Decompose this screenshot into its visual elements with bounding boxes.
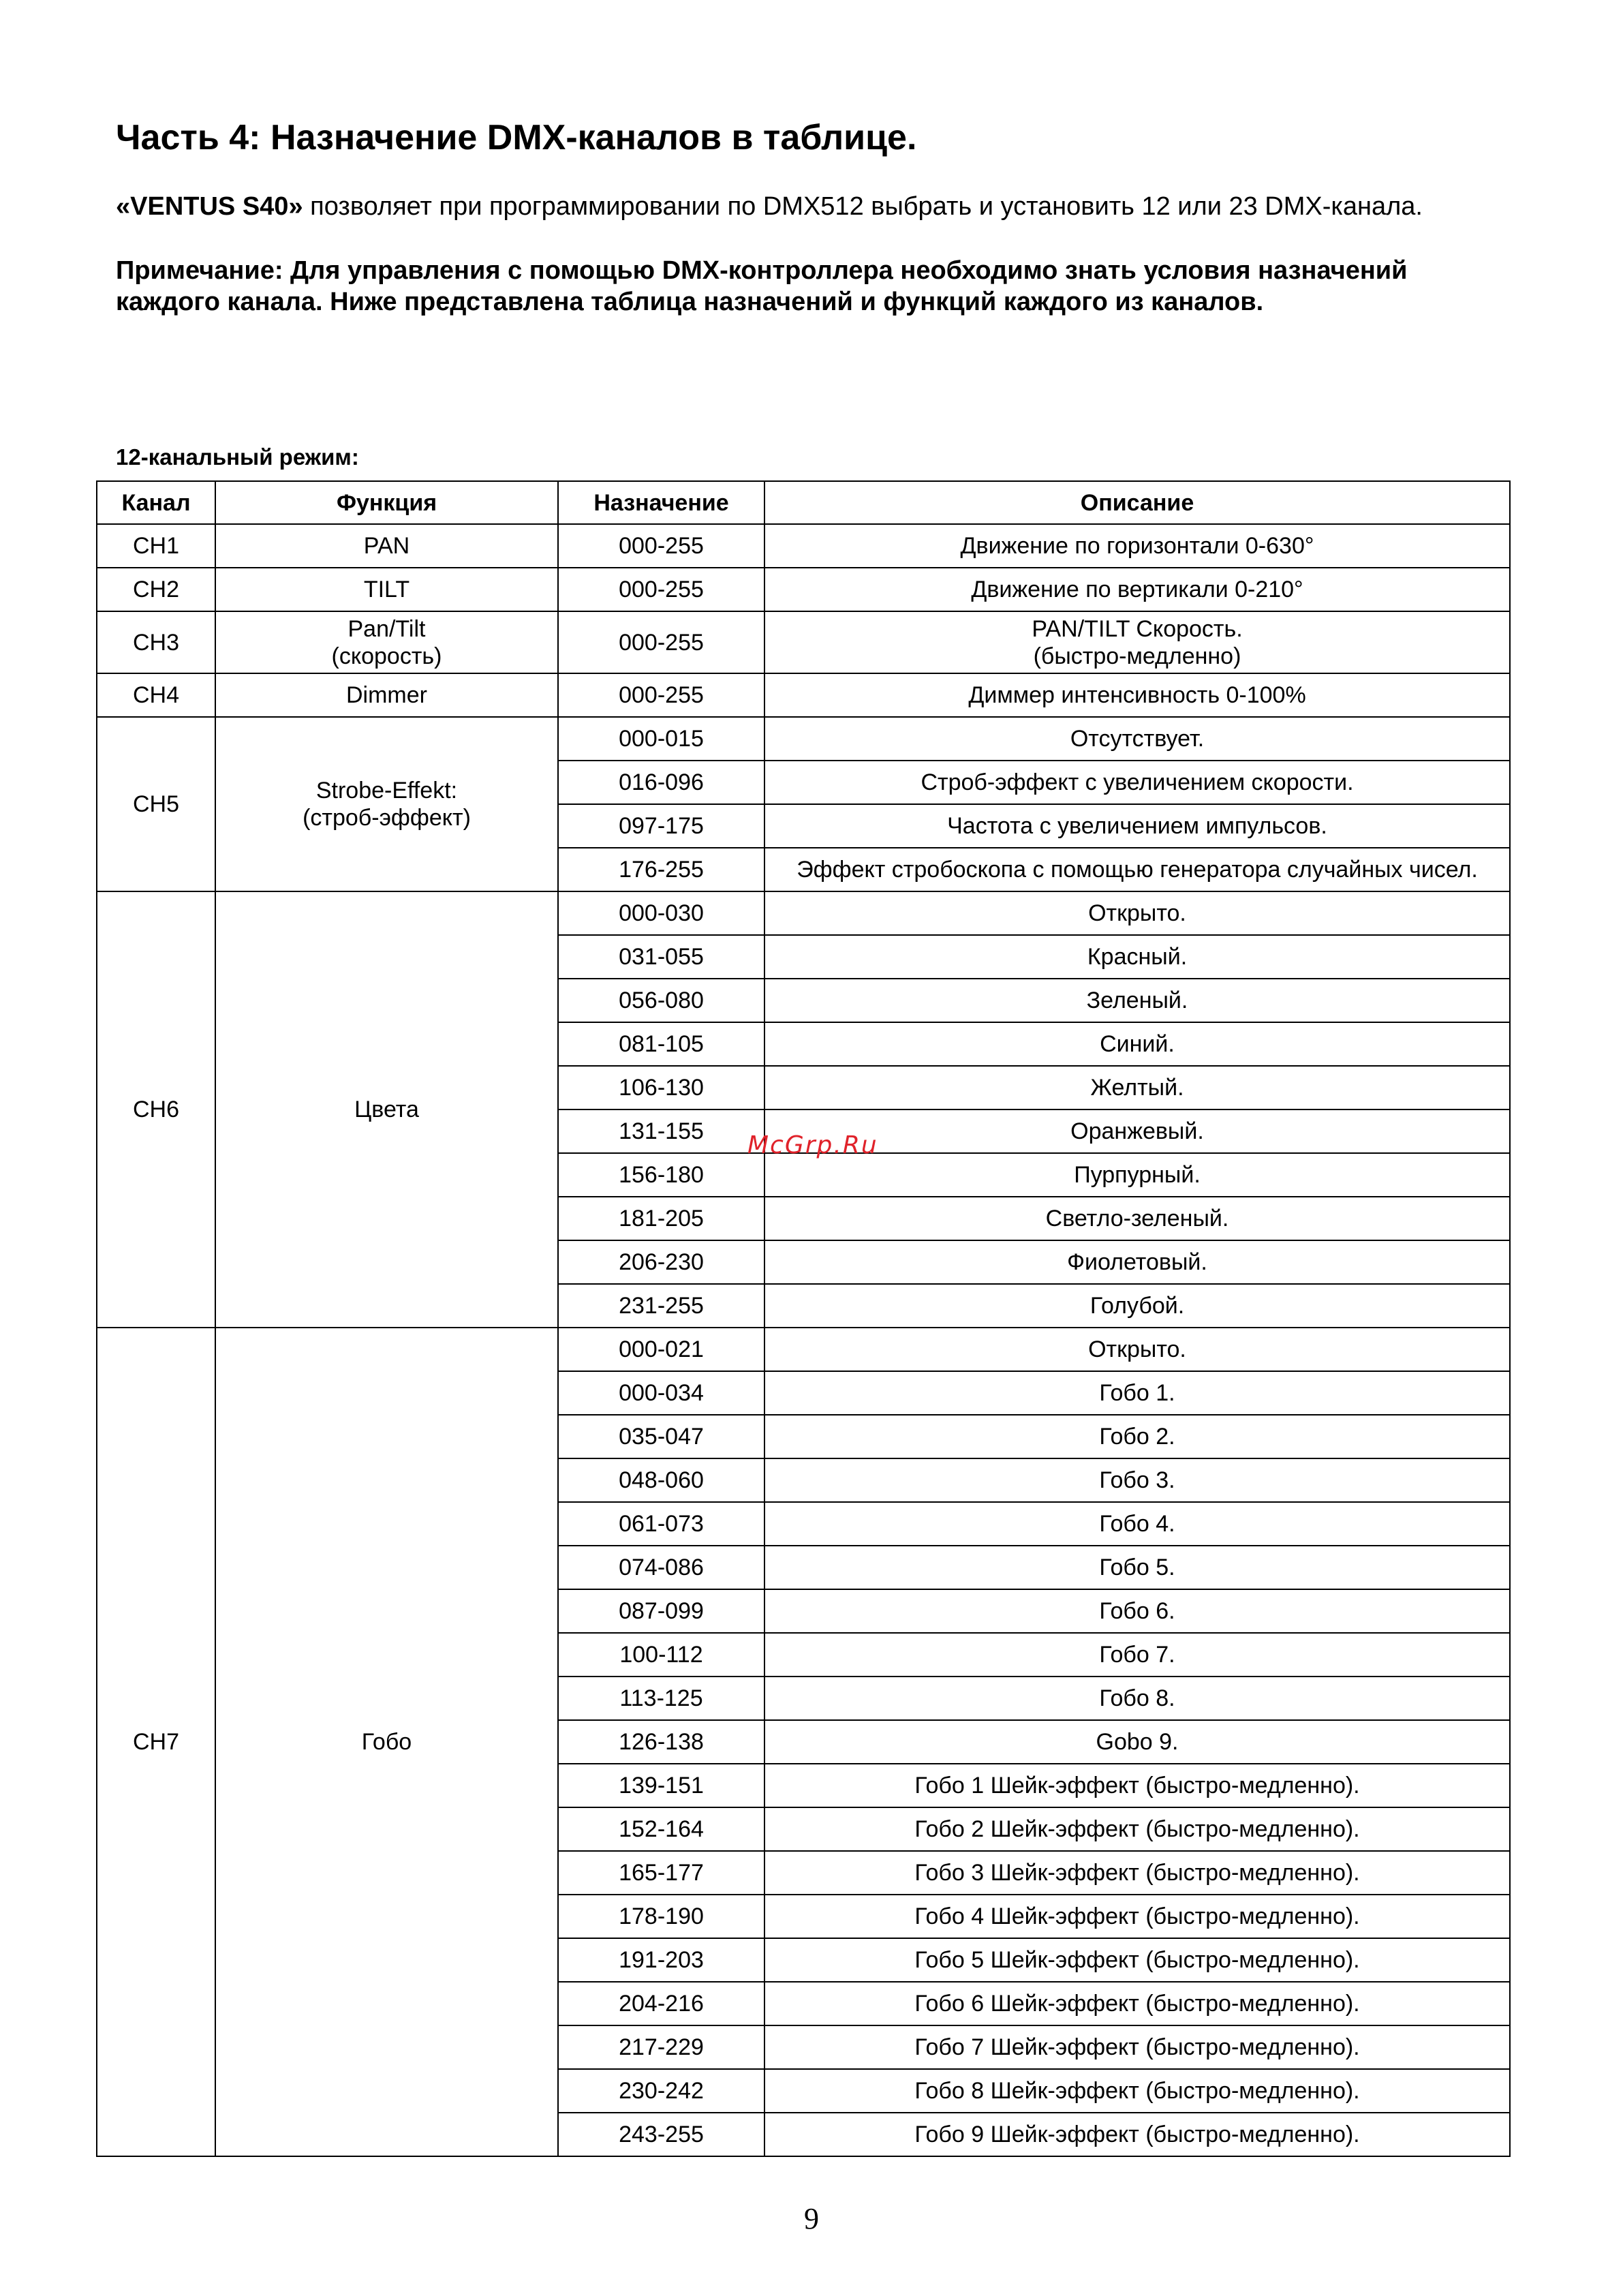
header-range: Назначение — [558, 481, 764, 524]
range-cell: 061-073 — [558, 1502, 764, 1546]
page-number: 9 — [804, 2202, 819, 2235]
note-paragraph — [116, 255, 1533, 318]
table-row — [97, 891, 1510, 935]
ch7-group — [97, 1328, 1510, 2156]
function-line-1: Pan/Tilt — [347, 615, 426, 642]
range-cell: 031-055 — [558, 935, 764, 979]
range-cell: 176-255 — [558, 848, 764, 891]
range-cell: 191-203 — [558, 1938, 764, 1982]
function-cell: Цвета — [215, 891, 558, 1328]
product-name: «VENTUS S40» — [116, 192, 303, 221]
channel-cell: CH6 — [97, 891, 215, 1328]
range-cell: 000-255 — [558, 524, 764, 568]
description-cell: Частота с увеличением импульсов. — [764, 804, 1510, 848]
description-cell: Гобо 6. — [764, 1589, 1510, 1633]
description-cell: Гобо 8. — [764, 1677, 1510, 1720]
description-cell: Движение по горизонтали 0-630° — [764, 524, 1510, 568]
range-cell: 000-034 — [558, 1371, 764, 1415]
range-cell: 074-086 — [558, 1546, 764, 1589]
description-cell — [764, 611, 1510, 673]
channel-cell: CH5 — [97, 717, 215, 891]
intro-text: позволяет при программировании по DMX512 выбрать и установить 12 или 23 DMX-канала. — [303, 192, 1423, 221]
table-row — [97, 611, 1510, 673]
description-cell: Гобо 3 Шейк-эффект (быстро-медленно). — [764, 1851, 1510, 1895]
description-cell: Гобо 4 Шейк-эффект (быстро-медленно). — [764, 1895, 1510, 1938]
range-cell: 156-180 — [558, 1153, 764, 1197]
range-cell: 204-216 — [558, 1982, 764, 2025]
range-cell: 000-255 — [558, 568, 764, 611]
range-cell: 206-230 — [558, 1240, 764, 1284]
description-line-2: (быстро-медленно) — [1033, 643, 1241, 669]
function-line-2: (скорость) — [331, 643, 442, 669]
description-cell: Светло-зеленый. — [764, 1197, 1510, 1240]
range-cell: 100-112 — [558, 1633, 764, 1677]
range-cell: 231-255 — [558, 1284, 764, 1328]
description-cell: Гобо 3. — [764, 1458, 1510, 1502]
description-cell: Голубой. — [764, 1284, 1510, 1328]
header-description: Описание — [764, 481, 1510, 524]
range-cell: 097-175 — [558, 804, 764, 848]
intro-paragraph — [116, 192, 1423, 221]
channel-cell: CH1 — [97, 524, 215, 568]
function-cell: TILT — [215, 568, 558, 611]
dmx-channel-table — [96, 480, 1511, 2157]
range-cell: 106-130 — [558, 1066, 764, 1109]
description-cell: Открыто. — [764, 1328, 1510, 1371]
range-cell: 217-229 — [558, 2025, 764, 2069]
table-row — [97, 673, 1510, 717]
range-cell: 081-105 — [558, 1022, 764, 1066]
description-cell: Гобо 6 Шейк-эффект (быстро-медленно). — [764, 1982, 1510, 2025]
table-header-row — [97, 481, 1510, 524]
range-cell: 139-151 — [558, 1764, 764, 1807]
function-cell: PAN — [215, 524, 558, 568]
function-cell: Dimmer — [215, 673, 558, 717]
range-cell: 230-242 — [558, 2069, 764, 2113]
function-cell — [215, 717, 558, 891]
description-cell: Гобо 5. — [764, 1546, 1510, 1589]
ch5-group — [97, 717, 1510, 891]
range-cell: 000-015 — [558, 717, 764, 761]
range-cell: 165-177 — [558, 1851, 764, 1895]
description-cell: Оранжевый. — [764, 1109, 1510, 1153]
range-cell: 000-255 — [558, 673, 764, 717]
note-line-1: Примечание: Для управления с помощью DMX-контроллера необходимо знать условия назначений — [116, 256, 1408, 285]
range-cell: 056-080 — [558, 979, 764, 1022]
range-cell: 126-138 — [558, 1720, 764, 1764]
function-cell: Гобо — [215, 1328, 558, 2156]
range-cell: 016-096 — [558, 761, 764, 804]
range-cell: 048-060 — [558, 1458, 764, 1502]
description-cell: Гобо 1. — [764, 1371, 1510, 1415]
description-cell: Гобо 7 Шейк-эффект (быстро-медленно). — [764, 2025, 1510, 2069]
header-channel: Канал — [97, 481, 215, 524]
description-cell: Гобо 2 Шейк-эффект (быстро-медленно). — [764, 1807, 1510, 1851]
table-row — [97, 524, 1510, 568]
description-cell: Гобо 4. — [764, 1502, 1510, 1546]
mode-label: 12-канальный режим: — [116, 444, 359, 470]
description-cell: Гобо 7. — [764, 1633, 1510, 1677]
function-line-1: Strobe-Effekt: — [315, 778, 458, 803]
description-cell: Гобо 9 Шейк-эффект (быстро-медленно). — [764, 2113, 1510, 2156]
description-cell: Строб-эффект с увеличением скорости. — [764, 761, 1510, 804]
channel-cell: CH7 — [97, 1328, 215, 2156]
header-function: Функция — [215, 481, 558, 524]
range-cell: 243-255 — [558, 2113, 764, 2156]
range-cell: 000-030 — [558, 891, 764, 935]
channel-cell: CH2 — [97, 568, 215, 611]
description-cell: Движение по вертикали 0-210° — [764, 568, 1510, 611]
range-cell: 087-099 — [558, 1589, 764, 1633]
table-row — [97, 717, 1510, 761]
function-cell — [215, 611, 558, 673]
description-cell: Гобо 8 Шейк-эффект (быстро-медленно). — [764, 2069, 1510, 2113]
description-cell: Отсутствует. — [764, 717, 1510, 761]
range-cell: 131-155 — [558, 1109, 764, 1153]
description-cell: Фиолетовый. — [764, 1240, 1510, 1284]
description-cell: Гобо 2. — [764, 1415, 1510, 1458]
ch6-group — [97, 891, 1510, 1328]
table-row — [97, 1328, 1510, 1371]
description-cell: Гобо 5 Шейк-эффект (быстро-медленно). — [764, 1938, 1510, 1982]
watermark: McGrp.Ru — [747, 1131, 878, 1159]
description-cell: Открыто. — [764, 891, 1510, 935]
description-cell: Диммер интенсивность 0-100% — [764, 673, 1510, 717]
description-line-1: PAN/TILT Скорость. — [1032, 615, 1243, 642]
function-line-2: (строб-эффект) — [303, 805, 471, 831]
description-cell: Эффект стробоскопа с помощью генератора случайных чисел. — [764, 848, 1510, 891]
range-cell: 181-205 — [558, 1197, 764, 1240]
channel-cell: CH3 — [97, 611, 215, 673]
range-cell: 000-021 — [558, 1328, 764, 1371]
note-line-2: каждого канала. Ниже представлена таблица назначений и функций каждого из каналов. — [116, 288, 1264, 316]
description-cell: Зеленый. — [764, 979, 1510, 1022]
description-cell: Пурпурный. — [764, 1153, 1510, 1197]
description-cell: Желтый. — [764, 1066, 1510, 1109]
range-cell: 113-125 — [558, 1677, 764, 1720]
range-cell: 000-255 — [558, 611, 764, 673]
range-cell: 035-047 — [558, 1415, 764, 1458]
description-cell: Синий. — [764, 1022, 1510, 1066]
range-cell: 152-164 — [558, 1807, 764, 1851]
description-cell: Красный. — [764, 935, 1510, 979]
page-title: Часть 4: Назначение DMX-каналов в таблице. — [116, 118, 917, 157]
description-cell: Gobo 9. — [764, 1720, 1510, 1764]
channel-cell: CH4 — [97, 673, 215, 717]
table-row — [97, 568, 1510, 611]
description-cell: Гобо 1 Шейк-эффект (быстро-медленно). — [764, 1764, 1510, 1807]
range-cell: 178-190 — [558, 1895, 764, 1938]
